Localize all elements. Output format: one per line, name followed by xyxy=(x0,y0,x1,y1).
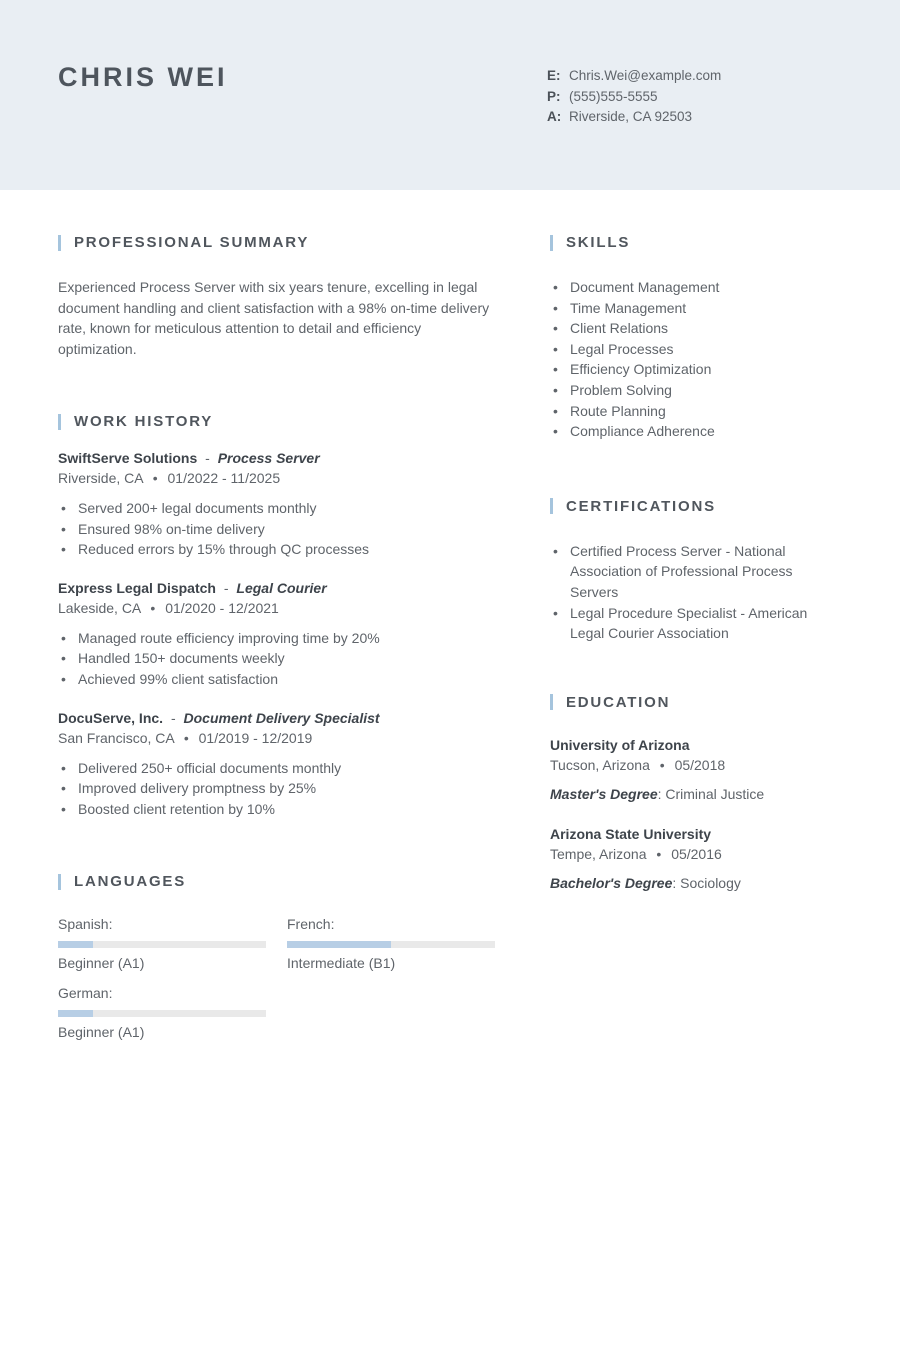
skill-item: • Efficiency Optimization xyxy=(550,359,842,380)
job-role: Process Server xyxy=(217,450,320,466)
degree-line xyxy=(550,786,842,802)
job-role: Document Delivery Specialist xyxy=(183,709,380,726)
skills-list xyxy=(550,277,842,442)
section-professional-summary xyxy=(58,234,498,359)
left-column xyxy=(58,234,498,1040)
resume-header xyxy=(0,0,900,190)
language-item xyxy=(287,916,495,971)
skills-heading xyxy=(550,234,842,251)
skill-item: • Legal Processes xyxy=(550,339,842,360)
school-location: Tucson, Arizona xyxy=(550,756,650,773)
summary-text: Experienced Process Server with six years tenure, excelling in legal document handling and client satisfaction with a 98% on-time delivery rate, known for meticulous attention to detail and efficiency optimization. xyxy=(58,279,490,357)
section-education xyxy=(550,694,842,891)
languages-title: LANGUAGES xyxy=(74,873,187,891)
work-history-title: WORK HISTORY xyxy=(74,413,214,430)
language-name: German: xyxy=(58,985,113,1002)
job-entry xyxy=(58,450,498,560)
job-location: Riverside, CA xyxy=(58,470,143,486)
job-bullet: • Boosted client retention by 10% xyxy=(58,799,498,820)
job-bullet: • Managed route efficiency improving time by 20% xyxy=(58,628,498,649)
skills-title: SKILLS xyxy=(566,234,631,251)
skill-item: • Problem Solving xyxy=(550,380,842,401)
job-company: Express Legal Dispatch xyxy=(58,579,216,596)
contact-block xyxy=(547,66,842,190)
education-title: EDUCATION xyxy=(566,693,671,711)
section-work-history xyxy=(58,413,498,819)
job-bullet: • Delivered 250+ official documents monthly xyxy=(58,758,498,779)
certifications-list xyxy=(550,541,842,644)
job-bullet: • Handled 150+ documents weekly xyxy=(58,648,498,669)
skill-item: • Client Relations xyxy=(550,318,842,339)
job-dates: 01/2019 - 12/2019 xyxy=(198,729,313,746)
skill-item: • Time Management xyxy=(550,298,842,319)
section-skills xyxy=(550,234,842,442)
certification-item: • Legal Procedure Specialist - American Legal Courier Association xyxy=(550,603,842,644)
email-value: Chris.Wei@example.com xyxy=(569,68,722,83)
school-meta xyxy=(550,846,842,862)
language-progress-track xyxy=(58,1010,266,1017)
job-dates: 01/2020 - 12/2021 xyxy=(165,599,279,616)
school-name: University of Arizona xyxy=(550,736,690,753)
job-entry xyxy=(58,580,498,690)
phone-label: P: xyxy=(547,88,561,104)
job-meta xyxy=(58,470,498,486)
job-title-separator: - xyxy=(205,450,210,466)
language-progress-fill xyxy=(287,941,391,948)
section-accent-bar xyxy=(58,874,61,890)
meta-separator-icon: • xyxy=(150,599,156,616)
languages-heading xyxy=(58,873,498,890)
section-accent-bar xyxy=(550,694,553,710)
degree-field: : Criminal Justice xyxy=(657,785,765,802)
language-progress-track xyxy=(287,941,495,948)
address-label: A: xyxy=(547,109,562,124)
job-title-separator: - xyxy=(170,709,176,726)
education-heading xyxy=(550,694,842,711)
certifications-title: CERTIFICATIONS xyxy=(566,497,716,515)
job-title xyxy=(58,450,498,466)
language-level: Intermediate (B1) xyxy=(287,955,396,972)
language-name: Spanish: xyxy=(58,916,113,933)
section-accent-bar xyxy=(550,498,553,514)
phone-value: (555)555-5555 xyxy=(569,88,658,104)
certifications-heading xyxy=(550,498,842,515)
job-bullet-list xyxy=(58,758,498,820)
job-location: San Francisco, CA xyxy=(58,729,174,746)
section-certifications xyxy=(550,498,842,644)
job-bullet: • Achieved 99% client satisfaction xyxy=(58,669,498,690)
language-level: Beginner (A1) xyxy=(58,955,145,972)
section-accent-bar xyxy=(58,235,61,251)
language-level: Beginner (A1) xyxy=(58,1024,145,1041)
contact-phone-row xyxy=(547,87,842,108)
degree-name: Master's Degree xyxy=(550,785,658,802)
degree-line xyxy=(550,875,842,891)
job-company: SwiftServe Solutions xyxy=(58,450,198,466)
job-meta xyxy=(58,730,498,746)
meta-separator-icon: • xyxy=(183,729,189,746)
school-meta xyxy=(550,757,842,773)
resume-body xyxy=(0,190,900,1040)
school-date: 05/2018 xyxy=(674,756,726,773)
education-entry xyxy=(550,737,842,802)
meta-separator-icon: • xyxy=(152,470,158,486)
job-bullet: • Improved delivery promptness by 25% xyxy=(58,778,498,799)
job-title xyxy=(58,580,498,596)
work-history-heading xyxy=(58,413,498,430)
degree-name: Bachelor's Degree xyxy=(550,874,673,891)
section-accent-bar xyxy=(550,235,553,251)
school-location: Tempe, Arizona xyxy=(550,845,647,862)
job-location: Lakeside, CA xyxy=(58,599,141,616)
job-meta xyxy=(58,600,498,616)
job-bullet-list xyxy=(58,498,498,560)
skill-item: • Compliance Adherence xyxy=(550,421,842,442)
language-progress-fill xyxy=(58,941,93,948)
job-bullet: • Reduced errors by 15% through QC processes xyxy=(58,539,498,560)
language-item xyxy=(58,916,266,971)
job-dates: 01/2022 - 11/2025 xyxy=(167,470,281,486)
degree-field: : Sociology xyxy=(672,874,741,891)
languages-grid xyxy=(58,916,498,1040)
education-entry xyxy=(550,826,842,891)
certification-item: • Certified Process Server - National Association of Professional Process Servers xyxy=(550,541,842,603)
school-name: Arizona State University xyxy=(550,825,712,842)
job-title xyxy=(58,710,498,726)
summary-heading xyxy=(58,234,498,251)
job-bullet: • Ensured 98% on-time delivery xyxy=(58,519,498,540)
job-entry xyxy=(58,710,498,820)
right-column xyxy=(550,234,842,1040)
job-bullet-list xyxy=(58,628,498,690)
language-name: French: xyxy=(287,916,335,933)
job-role: Legal Courier xyxy=(236,579,327,596)
language-progress-fill xyxy=(58,1010,93,1017)
email-label: E: xyxy=(547,68,561,83)
candidate-name: CHRIS WEI xyxy=(58,62,228,92)
job-bullet: • Served 200+ legal documents monthly xyxy=(58,498,498,519)
summary-title: PROFESSIONAL SUMMARY xyxy=(74,234,310,251)
meta-separator-icon: • xyxy=(656,845,662,862)
address-value: Riverside, CA 92503 xyxy=(569,109,693,124)
language-item xyxy=(58,985,266,1040)
skill-item: • Document Management xyxy=(550,277,842,298)
contact-address-row xyxy=(547,107,842,128)
meta-separator-icon: • xyxy=(659,756,665,773)
language-progress-track xyxy=(58,941,266,948)
job-company: DocuServe, Inc. xyxy=(58,709,164,726)
contact-email-row xyxy=(547,66,842,87)
skill-item: • Route Planning xyxy=(550,401,842,422)
job-title-separator: - xyxy=(223,579,229,596)
section-accent-bar xyxy=(58,414,61,430)
school-date: 05/2016 xyxy=(671,845,722,862)
section-languages xyxy=(58,873,498,1040)
